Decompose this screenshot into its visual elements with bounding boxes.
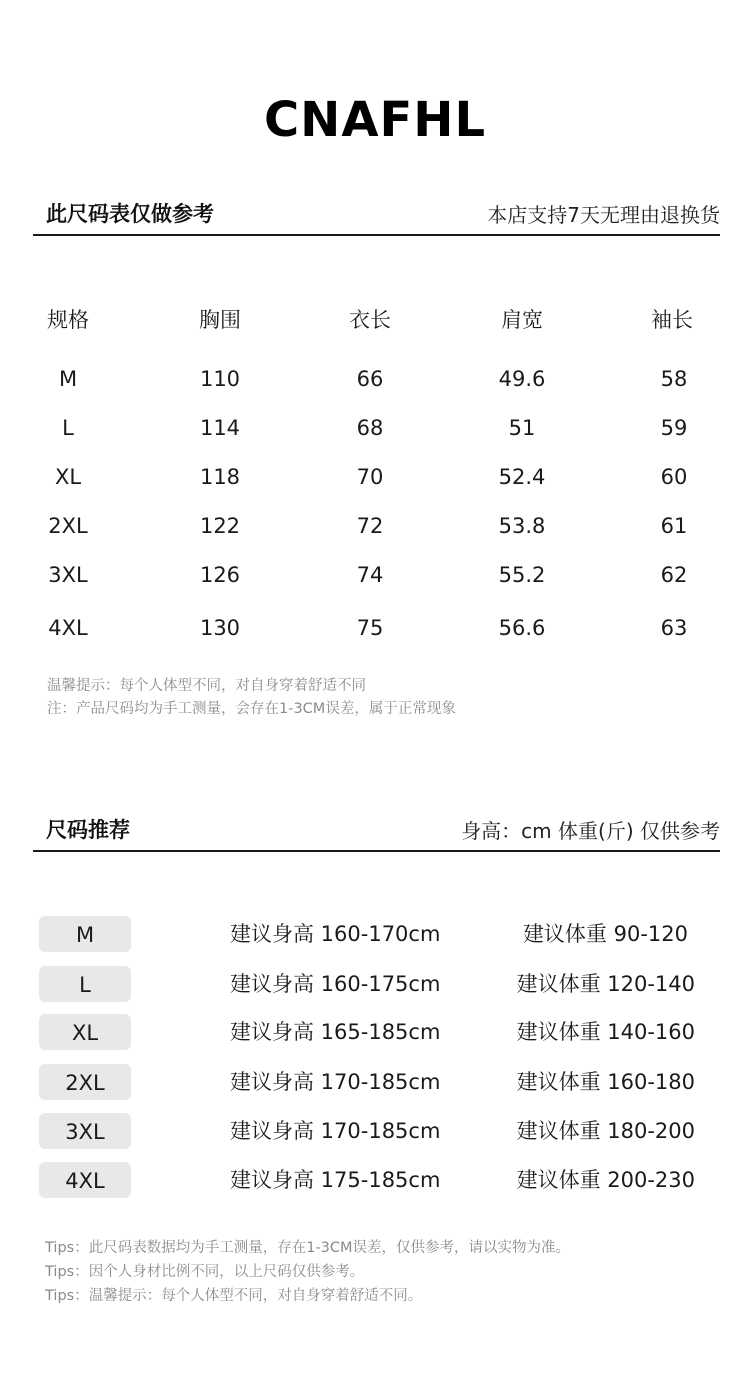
- cell-chest: 118: [199, 465, 241, 489]
- recommend-title: 尺码推荐: [46, 818, 130, 842]
- cell-chest: 110: [199, 367, 241, 391]
- return-policy-note: 本店支持7天无理由退换货: [487, 203, 720, 227]
- height-range: 建议身高 165-185cm: [230, 1020, 441, 1044]
- cell-sleeve: 60: [660, 465, 688, 489]
- table-row: [0, 514, 750, 554]
- header-shoulder: 肩宽: [501, 308, 543, 332]
- weight-range: 建议体重 180-200: [516, 1119, 695, 1143]
- cell-size: M: [58, 367, 78, 391]
- weight-range: 建议体重 90-120: [522, 922, 688, 946]
- tip-line: Tips：温馨提示：每个人体型不同，对自身穿着舒适不同。: [45, 1288, 423, 1304]
- cell-sleeve: 59: [660, 416, 688, 440]
- height-range: 建议身高 170-185cm: [230, 1070, 441, 1094]
- recommend-unit-note: 身高：cm 体重(斤) 仅供参考: [461, 819, 720, 843]
- cell-length: 68: [356, 416, 384, 440]
- cell-shoulder: 56.6: [498, 616, 546, 640]
- cell-size: 4XL: [48, 616, 88, 640]
- cell-size: 3XL: [48, 563, 88, 587]
- cell-sleeve: 62: [660, 563, 688, 587]
- tip-line: Tips：此尺码表数据均为手工测量，存在1-3CM误差，仅供参考，请以实物为准。: [45, 1240, 571, 1256]
- header-spec: 规格: [47, 308, 89, 332]
- cell-shoulder: 53.8: [498, 514, 546, 538]
- height-range: 建议身高 160-170cm: [230, 922, 441, 946]
- cell-sleeve: 61: [660, 514, 688, 538]
- header-sleeve: 袖长: [651, 308, 693, 332]
- cell-shoulder: 49.6: [498, 367, 546, 391]
- weight-range: 建议体重 200-230: [516, 1168, 695, 1192]
- cell-length: 75: [356, 616, 384, 640]
- recommend-row: [0, 1064, 750, 1100]
- header-chest: 胸围: [199, 308, 241, 332]
- cell-chest: 114: [199, 416, 241, 440]
- brand-logo-text: CNAFHL: [263, 92, 487, 148]
- size-pill: M: [39, 916, 131, 952]
- table-header-row: [0, 304, 750, 344]
- measurement-note: 注：产品尺码均为手工测量，会存在1-3CM误差，属于正常现象: [47, 701, 456, 717]
- recommend-header: [33, 814, 720, 852]
- cell-sleeve: 58: [660, 367, 688, 391]
- recommend-row: [0, 1162, 750, 1198]
- recommend-row: [0, 1113, 750, 1149]
- recommend-row: [0, 966, 750, 1002]
- cell-chest: 126: [199, 563, 241, 587]
- weight-range: 建议体重 120-140: [516, 972, 695, 996]
- size-chart-title: 此尺码表仅做参考: [46, 202, 214, 226]
- size-pill: 2XL: [39, 1064, 131, 1100]
- size-chart-header: [33, 198, 720, 236]
- cell-shoulder: 55.2: [498, 563, 546, 587]
- table-row: [0, 367, 750, 407]
- recommend-row: [0, 1014, 750, 1050]
- cell-chest: 130: [199, 616, 241, 640]
- table-row: [0, 616, 750, 656]
- height-range: 建议身高 175-185cm: [230, 1168, 441, 1192]
- cell-shoulder: 52.4: [498, 465, 546, 489]
- weight-range: 建议体重 140-160: [516, 1020, 695, 1044]
- size-pill: XL: [39, 1014, 131, 1050]
- header-length: 衣长: [349, 308, 391, 332]
- cell-length: 72: [356, 514, 384, 538]
- weight-range: 建议体重 160-180: [516, 1070, 695, 1094]
- table-row: [0, 416, 750, 456]
- cell-shoulder: 51: [508, 416, 536, 440]
- table-row: [0, 563, 750, 603]
- fit-note: 温馨提示：每个人体型不同，对自身穿着舒适不同: [47, 678, 366, 694]
- table-row: [0, 465, 750, 505]
- size-pill: 3XL: [39, 1113, 131, 1149]
- recommend-row: [0, 916, 750, 952]
- size-pill: L: [39, 966, 131, 1002]
- cell-length: 66: [356, 367, 384, 391]
- cell-sleeve: 63: [660, 616, 688, 640]
- cell-length: 74: [356, 563, 384, 587]
- cell-chest: 122: [199, 514, 241, 538]
- cell-size: 2XL: [48, 514, 88, 538]
- cell-length: 70: [356, 465, 384, 489]
- size-pill: 4XL: [39, 1162, 131, 1198]
- height-range: 建议身高 170-185cm: [230, 1119, 441, 1143]
- tip-line: Tips：因个人身材比例不同，以上尺码仅供参考。: [45, 1264, 365, 1280]
- cell-size: XL: [54, 465, 82, 489]
- cell-size: L: [62, 416, 74, 440]
- height-range: 建议身高 160-175cm: [230, 972, 441, 996]
